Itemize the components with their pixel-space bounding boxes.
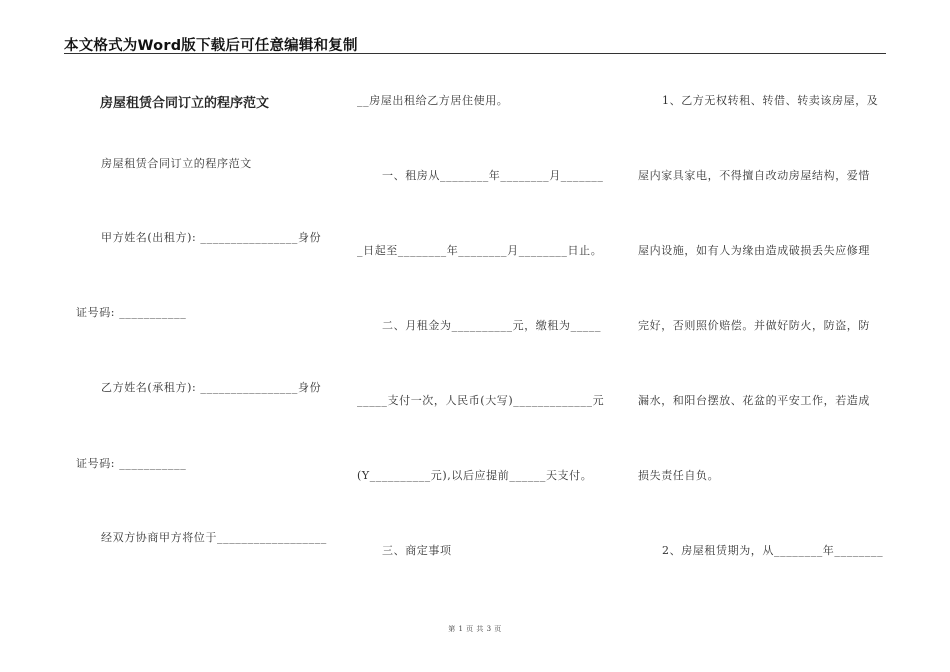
document-header: 本文格式为Word版下载后可任意编辑和复制 [64, 38, 358, 54]
col2-line-4: 二、月租金为__________元，缴租为_____ [382, 319, 602, 332]
col2-line-2: 一、租房从________年________月_______ [382, 169, 604, 182]
col1-line-1: 房屋租赁合同订立的程序范文 [101, 157, 252, 170]
col2-line-3: _日起至________年________月________日止。 [357, 244, 603, 257]
col3-line-4: 完好，否则照价赔偿。并做好防火，防盗，防 [638, 319, 870, 332]
col2-line-7: 三、商定事项 [382, 544, 452, 557]
col3-line-5: 漏水，和阳台摆放、花盆的平安工作，若造成 [638, 394, 870, 407]
col3-line-1: 1、乙方无权转租、转借、转卖该房屋，及 [662, 94, 879, 107]
col1-line-6: 经双方协商甲方将位于__________________ [101, 531, 327, 544]
col1-line-3: 证号码: ___________ [76, 306, 187, 319]
col1-line-2: 甲方姓名(出租方): ________________身份 [101, 231, 322, 244]
col2-line-6: (Y__________元),以后应提前______天支付。 [357, 469, 593, 482]
header-rule [64, 53, 886, 54]
col1-line-4: 乙方姓名(承租方): ________________身份 [101, 381, 322, 394]
document-title: 房屋租赁合同订立的程序范文 [100, 96, 270, 111]
col1-line-5: 证号码: ___________ [76, 457, 187, 470]
col3-line-7: 2、房屋租赁期为，从________年________ [662, 544, 884, 557]
col3-line-2: 屋内家具家电，不得擅自改动房屋结构，爱惜 [638, 169, 870, 182]
col3-line-6: 损失责任自负。 [638, 469, 720, 482]
col2-line-1: __房屋出租给乙方居住使用。 [357, 94, 509, 107]
col2-line-5: _____支付一次，人民币(大写)_____________元 [357, 394, 605, 407]
page-number-footer: 第 1 页 共 3 页 [448, 625, 502, 633]
col3-line-3: 屋内设施，如有人为缘由造成破损丢失应修理 [638, 244, 870, 257]
